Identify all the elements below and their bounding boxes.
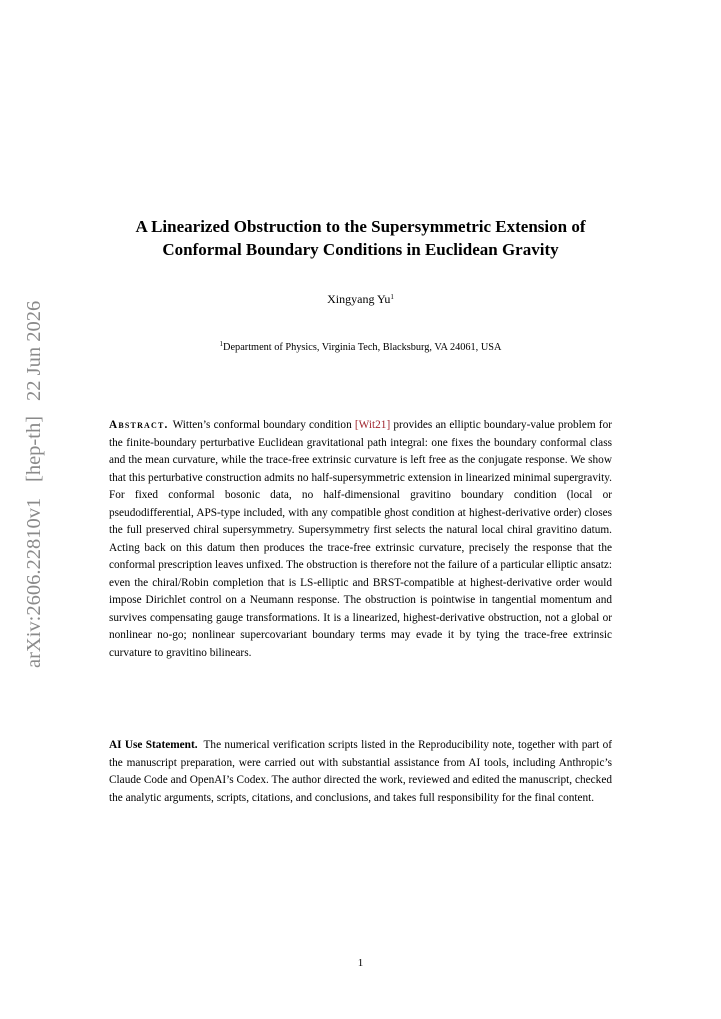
abstract [109, 417, 612, 662]
ai-statement-text: The numerical verification scripts listed in the Reproducibility note, together with part of the manuscript preparation, were carried out with substantial assistance from AI tools, including Anthropic’s Claude Code and OpenAI’s Codex. The author directed the work, reviewed and edited the manuscript, checked the analytic arguments, scripts, citations, and conclusions, and takes full responsibility for the final content. [109, 739, 612, 804]
affiliation-line [0, 341, 721, 355]
arxiv-date: 22 Jun 2026 [23, 300, 45, 401]
abstract-text-rest: provides an elliptic boundary-value problem for the finite-boundary perturbative Euclidean gravitational path integral: one fixes the boundary conformal class and the mean curvature, while the trace-free extrinsic curvature is left free as the conjugate response. We show that this perturbative construction admits no half-supersymmetric extension in linearized minimal supergravity. For fixed conformal bosonic data, no half-dimensional gravitino boundary condition (local or pseudodifferential, APS-type included, with any compatible ghost condition at highest-derivative order) closes the full preserved chiral supersymmetry. Supersymmetry first selects the natural local chiral gravitino datum. Acting back on this datum then produces the trace-free extrinsic curvature, precisely the response that the conformal prescription leaves unfixed. The obstruction is therefore not the failure of a particular elliptic ansatz: even the chiral/Robin completion that is LS-elliptic and BRST-compatible at highest-derivative order would impose Dirichlet control on a Neumann response. The obstruction is pointwise in tangential momentum and survives compensating gauge transformations. It is a linearized, highest-derivative obstruction, not a global or nonlinear no-go; nonlinear supercovariant boundary terms may evade it by tying the trace-free extrinsic curvature to gravitino bilinears. [109, 419, 612, 659]
affiliation-text: Department of Physics, Virginia Tech, Blacksburg, VA 24061, USA [223, 342, 502, 353]
abstract-heading: Abstract. [109, 419, 169, 431]
author-name: Xingyang Yu [327, 292, 391, 306]
title-line-2: Conformal Boundary Conditions in Euclidean Gravity [162, 240, 559, 259]
ai-use-statement [109, 737, 612, 807]
author-affiliation-mark: 1 [390, 293, 394, 301]
author-line [0, 291, 721, 307]
arxiv-category: [hep-th] [23, 416, 45, 483]
arxiv-id: arXiv:2606.22810v1 [23, 497, 45, 668]
paper-title [0, 215, 721, 261]
page-number: 1 [357, 957, 364, 969]
ai-statement-heading: AI Use Statement. [109, 739, 198, 751]
citation-link[interactable]: [Wit21] [354, 419, 391, 431]
title-line-1: A Linearized Obstruction to the Supersymmetric Extension of [135, 217, 586, 236]
abstract-text-start: Witten’s conformal boundary condition [172, 419, 355, 431]
affiliation-mark: 1 [219, 340, 224, 348]
